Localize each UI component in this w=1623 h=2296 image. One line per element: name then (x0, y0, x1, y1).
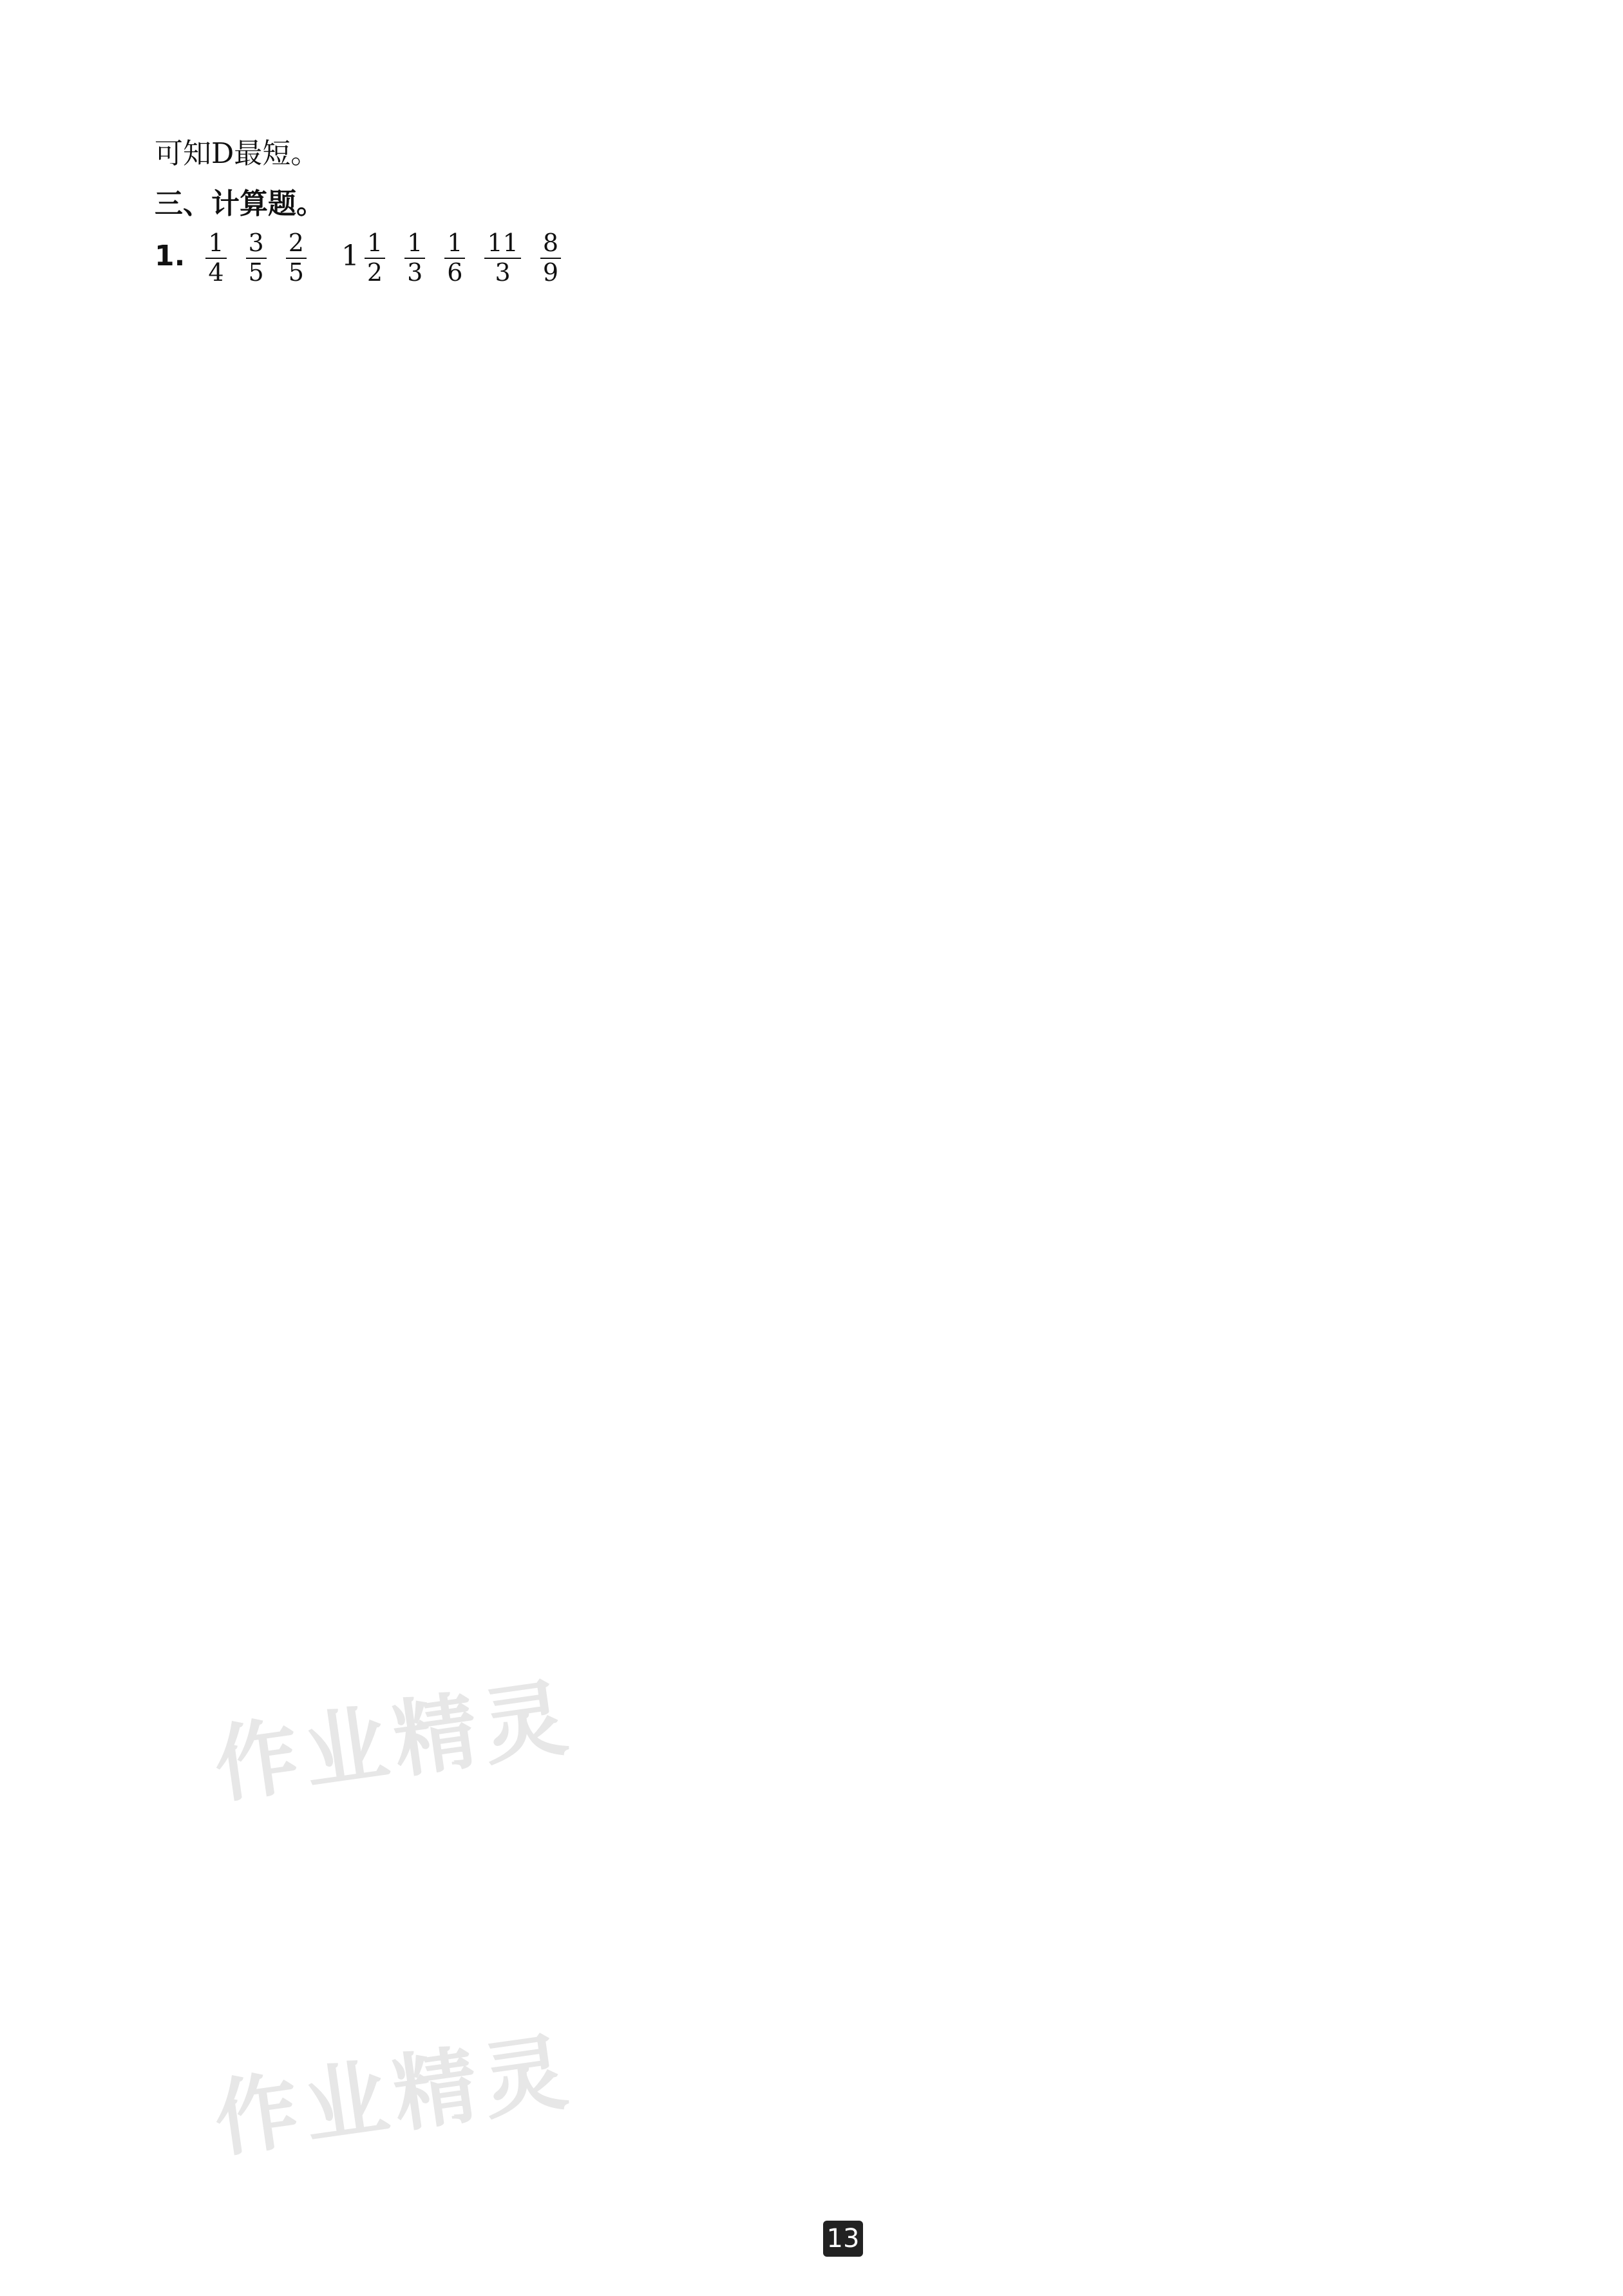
fraction: $\frac{2}{5}$ (286, 229, 307, 287)
fraction: $\frac{8}{9}$ (540, 229, 561, 287)
item-number: 1. (155, 240, 185, 273)
fraction: $\frac{1}{6}$ (444, 229, 465, 287)
section-heading: 三、计算题。 (155, 187, 325, 220)
fraction: $\frac{1}{3}$ (404, 229, 425, 287)
answer-line: 可知D最短。 (155, 137, 319, 170)
watermark: 作业精灵 (208, 1667, 580, 1816)
fraction: $\frac{1}{2}$ (365, 229, 385, 287)
answer-item (155, 229, 850, 287)
fraction: $\frac{11}{3}$ (484, 229, 520, 287)
left-column (155, 129, 850, 287)
whole-number: 1 (341, 240, 359, 273)
fraction: $\frac{3}{5}$ (246, 229, 267, 287)
fraction: $\frac{1}{4}$ (205, 229, 226, 287)
page-number: 13 (823, 2221, 863, 2257)
watermark: 作业精灵 (208, 2022, 580, 2170)
